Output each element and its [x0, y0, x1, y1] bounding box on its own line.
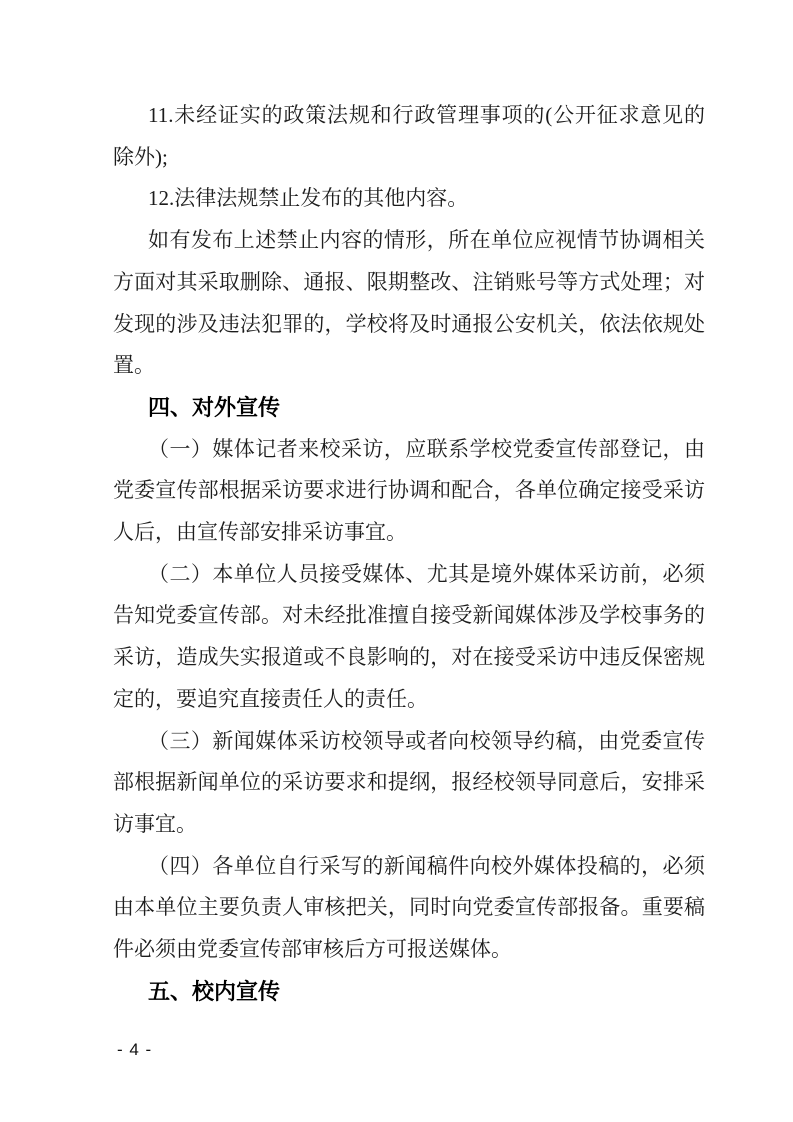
list-item-12: 12.法律法规禁止发布的其他内容。 — [148, 186, 469, 211]
page-number: - 4 - — [117, 1040, 153, 1059]
document-body — [113, 95, 705, 1012]
list-item-11: 11.未经证实的政策法规和行政管理事项的(公开征求意见的除外); — [113, 103, 705, 169]
section-heading-5: 五、校内宣传 — [148, 978, 281, 1004]
paragraph-4-2: （二）本单位人员接受媒体、尤其是境外媒体采访前，必须告知党委宣传部。对未经批准擅自接受新闻媒体涉及学校事务的采访，造成失实报道或不良影响的，对在接受采访中违反保密规定的，要追究直接责任人的责任。 — [113, 561, 705, 711]
paragraph-4-4: （四）各单位自行采写的新闻稿件向校外媒体投稿的，必须由本单位主要负责人审核把关，同时向党委宣传部报备。重要稿件必须由党委宣传部审核后方可报送媒体。 — [113, 853, 705, 962]
paragraph-4-3: （三）新闻媒体采访校领导或者向校领导约稿，由党委宣传部根据新闻单位的采访要求和提纲，报经校领导同意后，安排采访事宜。 — [113, 728, 705, 836]
section-heading-4: 四、对外宣传 — [148, 394, 281, 420]
paragraph-4-1: （一）媒体记者来校采访，应联系学校党委宣传部登记，由党委宣传部根据采访要求进行协调和配合，各单位确定接受采访人后，由宣传部安排采访事宜。 — [113, 436, 705, 545]
paragraph-penalty: 如有发布上述禁止内容的情形，所在单位应视情节协调相关方面对其采取删除、通报、限期整改、注销账号等方式处理；对发现的涉及违法犯罪的，学校将及时通报公安机关，依法依规处置。 — [113, 228, 705, 378]
